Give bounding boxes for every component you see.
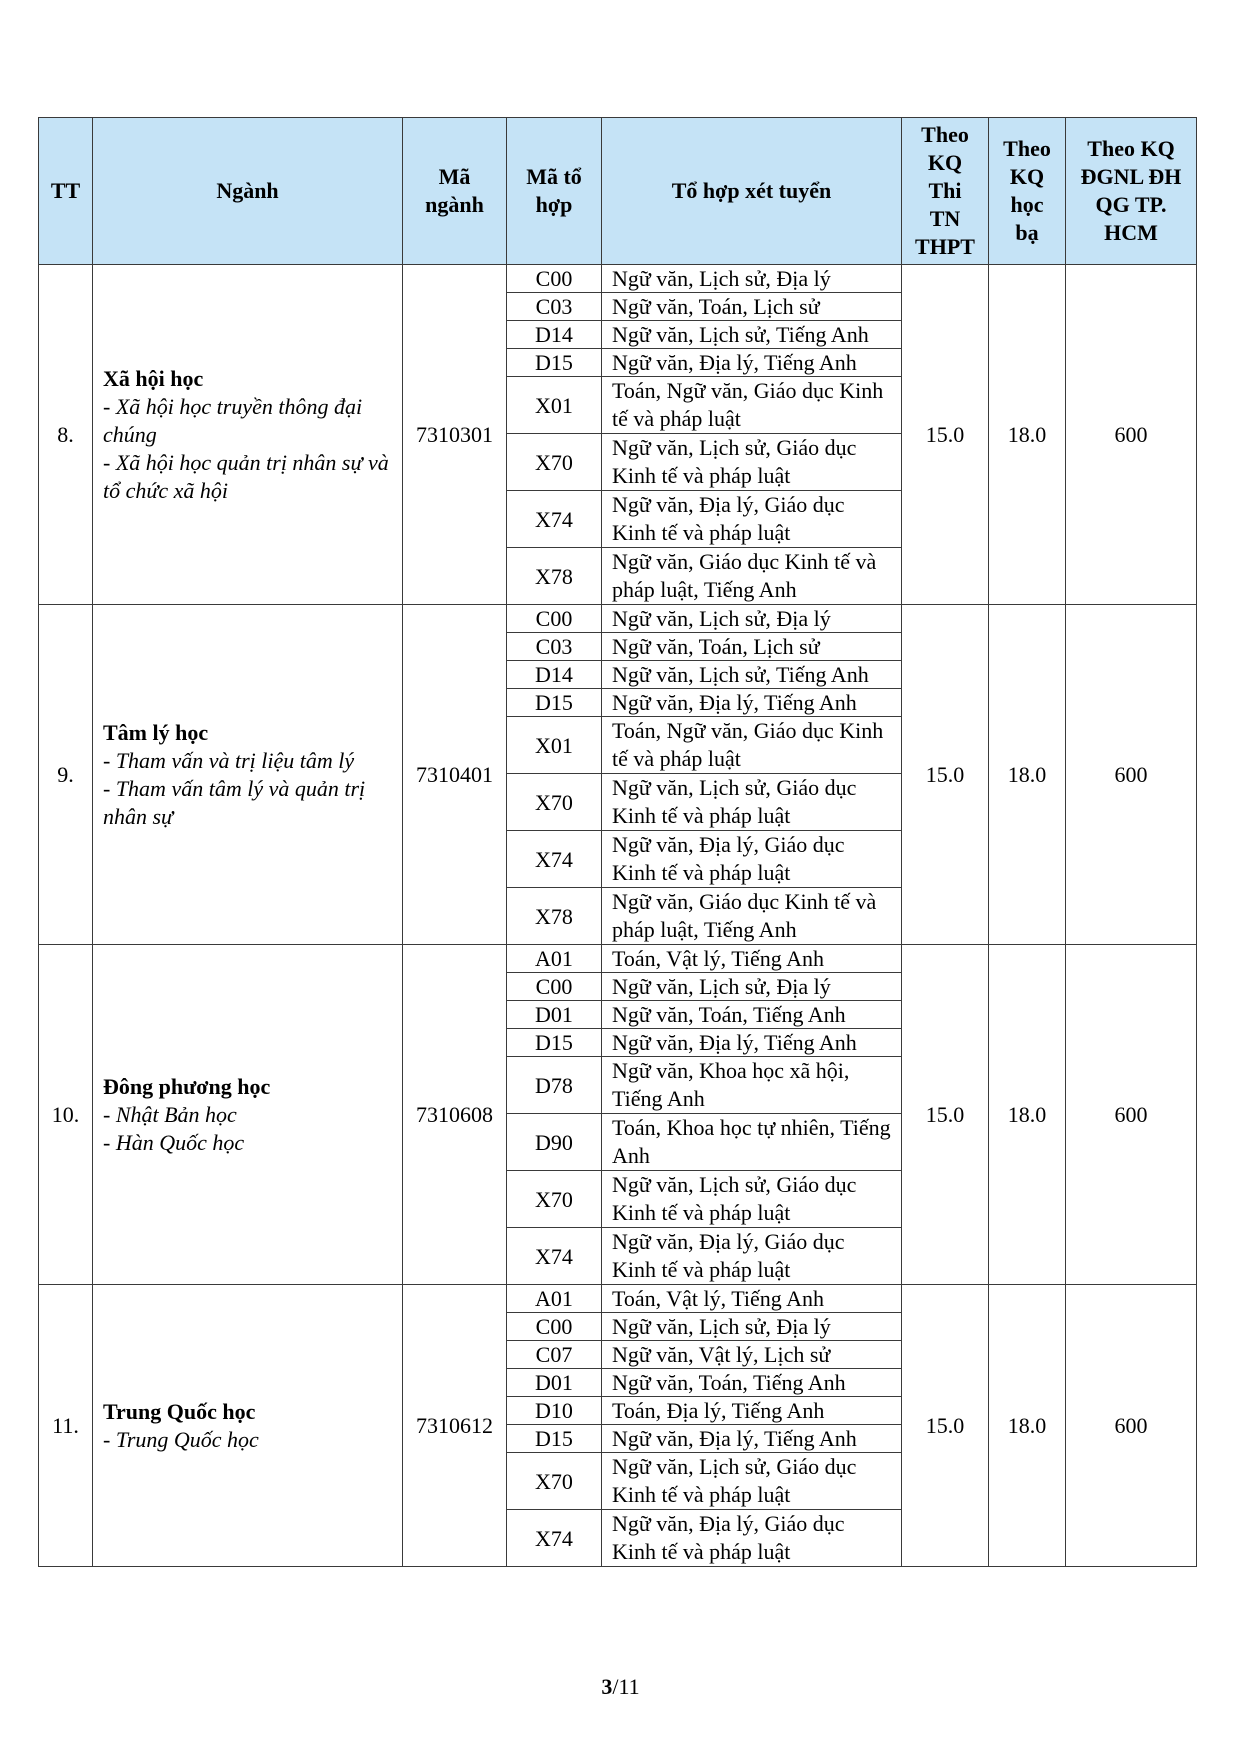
combo-subjects: Ngữ văn, Khoa học xã hội, Tiếng Anh <box>602 1057 902 1114</box>
combo-subjects: Ngữ văn, Địa lý, Giáo dục Kinh tế và pháp luật <box>602 491 902 548</box>
combo-code: D15 <box>507 349 602 377</box>
major-cell <box>93 945 403 1285</box>
combo-subjects: Toán, Ngữ văn, Giáo dục Kinh tế và pháp luật <box>602 377 902 434</box>
combo-subjects: Toán, Vật lý, Tiếng Anh <box>602 1285 902 1313</box>
header-dgnl: Theo KQ ĐGNL ĐH QG TP. HCM <box>1066 118 1197 265</box>
header-nganh: Ngành <box>93 118 403 265</box>
score-dgnl: 600 <box>1066 945 1197 1285</box>
table-row <box>39 605 1197 633</box>
combo-subjects: Ngữ văn, Vật lý, Lịch sử <box>602 1341 902 1369</box>
major-name: Đông phương học <box>103 1073 271 1099</box>
header-tt: TT <box>39 118 93 265</box>
combo-subjects: Ngữ văn, Lịch sử, Địa lý <box>602 1313 902 1341</box>
major-code: 7310401 <box>403 605 507 945</box>
combo-code: C03 <box>507 633 602 661</box>
major-cell <box>93 605 403 945</box>
combo-subjects: Toán, Vật lý, Tiếng Anh <box>602 945 902 973</box>
score-hoc-ba: 18.0 <box>989 605 1066 945</box>
score-dgnl: 600 <box>1066 605 1197 945</box>
major-code: 7310612 <box>403 1285 507 1567</box>
header-ma-to-hop: Mã tổ hợp <box>507 118 602 265</box>
header-row <box>39 118 1197 265</box>
table-row <box>39 1285 1197 1313</box>
combo-subjects: Ngữ văn, Địa lý, Giáo dục Kinh tế và pháp luật <box>602 1510 902 1567</box>
combo-code: X74 <box>507 491 602 548</box>
combo-subjects: Ngữ văn, Địa lý, Tiếng Anh <box>602 1029 902 1057</box>
score-hoc-ba: 18.0 <box>989 1285 1066 1567</box>
combo-subjects: Ngữ văn, Giáo dục Kinh tế và pháp luật, Tiếng Anh <box>602 548 902 605</box>
combo-code: X70 <box>507 1171 602 1228</box>
page-current: 3 <box>601 1674 613 1699</box>
combo-subjects: Ngữ văn, Địa lý, Giáo dục Kinh tế và pháp luật <box>602 1228 902 1285</box>
table-row <box>39 945 1197 973</box>
score-dgnl: 600 <box>1066 1285 1197 1567</box>
combo-code: C00 <box>507 1313 602 1341</box>
score-thpt: 15.0 <box>902 1285 989 1567</box>
major-code: 7310301 <box>403 265 507 605</box>
combo-code: X70 <box>507 1453 602 1510</box>
page-number <box>0 1674 1241 1700</box>
combo-code: D15 <box>507 1425 602 1453</box>
combo-code: C00 <box>507 265 602 293</box>
combo-subjects: Ngữ văn, Lịch sử, Giáo dục Kinh tế và pháp luật <box>602 774 902 831</box>
combo-subjects: Ngữ văn, Lịch sử, Giáo dục Kinh tế và pháp luật <box>602 1453 902 1510</box>
major-name: Trung Quốc học <box>103 1398 256 1424</box>
combo-code: C00 <box>507 973 602 1001</box>
combo-subjects: Ngữ văn, Lịch sử, Tiếng Anh <box>602 661 902 689</box>
combo-subjects: Ngữ văn, Địa lý, Giáo dục Kinh tế và pháp luật <box>602 831 902 888</box>
header-to-hop: Tổ hợp xét tuyển <box>602 118 902 265</box>
major-cell <box>93 265 403 605</box>
combo-code: X78 <box>507 888 602 945</box>
combo-subjects: Ngữ văn, Toán, Lịch sử <box>602 633 902 661</box>
combo-subjects: Ngữ văn, Lịch sử, Giáo dục Kinh tế và pháp luật <box>602 434 902 491</box>
major-specialization: - Xã hội học truyền thông đại chúng <box>103 393 363 447</box>
combo-code: D01 <box>507 1369 602 1397</box>
combo-code: D90 <box>507 1114 602 1171</box>
combo-code: D15 <box>507 1029 602 1057</box>
combo-code: C07 <box>507 1341 602 1369</box>
combo-code: C00 <box>507 605 602 633</box>
combo-subjects: Toán, Ngữ văn, Giáo dục Kinh tế và pháp luật <box>602 717 902 774</box>
score-dgnl: 600 <box>1066 265 1197 605</box>
combo-code: D15 <box>507 689 602 717</box>
combo-code: D14 <box>507 661 602 689</box>
combo-code: D10 <box>507 1397 602 1425</box>
major-code: 7310608 <box>403 945 507 1285</box>
major-specialization: - Xã hội học quản trị nhân sự và tổ chức xã hội <box>103 449 389 503</box>
header-hoc-ba: Theo KQ học bạ <box>989 118 1066 265</box>
combo-code: X70 <box>507 434 602 491</box>
combo-subjects: Toán, Khoa học tự nhiên, Tiếng Anh <box>602 1114 902 1171</box>
major-name: Tâm lý học <box>103 719 209 745</box>
combo-subjects: Ngữ văn, Lịch sử, Tiếng Anh <box>602 321 902 349</box>
score-hoc-ba: 18.0 <box>989 265 1066 605</box>
combo-code: X74 <box>507 831 602 888</box>
major-name: Xã hội học <box>103 365 204 391</box>
major-specialization: - Tham vấn và trị liệu tâm lý <box>103 747 355 773</box>
major-cell <box>93 1285 403 1567</box>
score-thpt: 15.0 <box>902 265 989 605</box>
combo-subjects: Toán, Địa lý, Tiếng Anh <box>602 1397 902 1425</box>
combo-subjects: Ngữ văn, Lịch sử, Địa lý <box>602 265 902 293</box>
score-thpt: 15.0 <box>902 945 989 1285</box>
combo-subjects: Ngữ văn, Lịch sử, Giáo dục Kinh tế và pháp luật <box>602 1171 902 1228</box>
combo-code: X01 <box>507 377 602 434</box>
score-hoc-ba: 18.0 <box>989 945 1066 1285</box>
combo-subjects: Ngữ văn, Giáo dục Kinh tế và pháp luật, Tiếng Anh <box>602 888 902 945</box>
combo-subjects: Ngữ văn, Địa lý, Tiếng Anh <box>602 1425 902 1453</box>
row-tt: 8. <box>39 265 93 605</box>
admission-table <box>38 117 1197 1567</box>
score-thpt: 15.0 <box>902 605 989 945</box>
combo-code: D78 <box>507 1057 602 1114</box>
page-total: /11 <box>612 1674 640 1699</box>
major-specialization: - Hàn Quốc học <box>103 1129 245 1155</box>
combo-code: X74 <box>507 1510 602 1567</box>
combo-subjects: Ngữ văn, Lịch sử, Địa lý <box>602 605 902 633</box>
major-specialization: - Trung Quốc học <box>103 1426 259 1452</box>
combo-code: A01 <box>507 1285 602 1313</box>
header-thpt: Theo KQ Thi TN THPT <box>902 118 989 265</box>
major-specialization: - Nhật Bản học <box>103 1101 237 1127</box>
combo-subjects: Ngữ văn, Toán, Lịch sử <box>602 293 902 321</box>
combo-code: X78 <box>507 548 602 605</box>
row-tt: 10. <box>39 945 93 1285</box>
combo-code: D01 <box>507 1001 602 1029</box>
combo-code: C03 <box>507 293 602 321</box>
combo-code: A01 <box>507 945 602 973</box>
major-specialization: - Tham vấn tâm lý và quản trị nhân sự <box>103 775 366 829</box>
table-body <box>39 265 1197 1567</box>
combo-code: X70 <box>507 774 602 831</box>
combo-subjects: Ngữ văn, Địa lý, Tiếng Anh <box>602 349 902 377</box>
table-row <box>39 265 1197 293</box>
header-ma-nganh: Mã ngành <box>403 118 507 265</box>
combo-subjects: Ngữ văn, Toán, Tiếng Anh <box>602 1369 902 1397</box>
row-tt: 9. <box>39 605 93 945</box>
combo-subjects: Ngữ văn, Toán, Tiếng Anh <box>602 1001 902 1029</box>
row-tt: 11. <box>39 1285 93 1567</box>
combo-subjects: Ngữ văn, Địa lý, Tiếng Anh <box>602 689 902 717</box>
combo-code: X01 <box>507 717 602 774</box>
combo-code: D14 <box>507 321 602 349</box>
combo-code: X74 <box>507 1228 602 1285</box>
combo-subjects: Ngữ văn, Lịch sử, Địa lý <box>602 973 902 1001</box>
